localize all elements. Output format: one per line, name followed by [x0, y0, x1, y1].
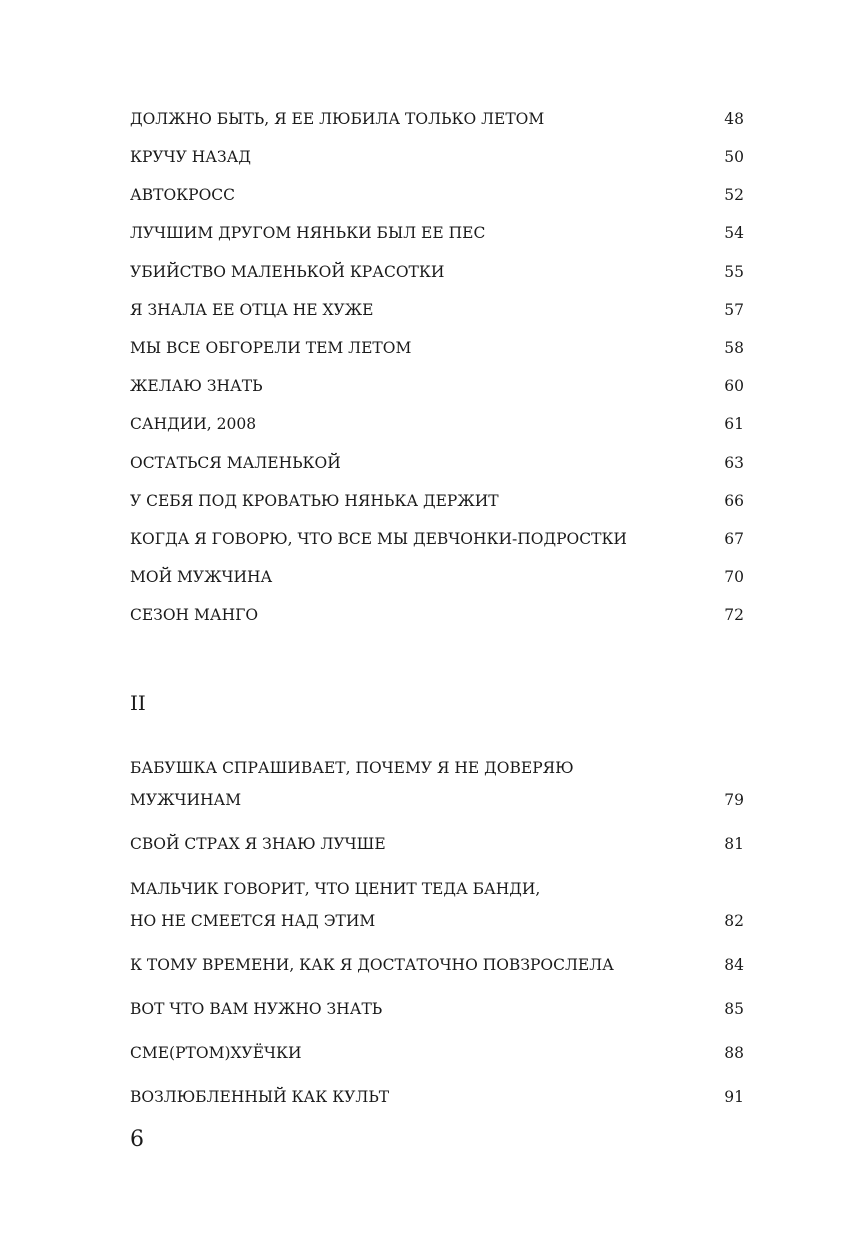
toc-entry-page: 84 — [724, 956, 744, 974]
toc-entry-title: МЫ ВСЕ ОБГОРЕЛИ ТЕМ ЛЕТОМ — [130, 339, 412, 357]
toc-entry-page: 60 — [724, 377, 744, 395]
toc-entry — [130, 491, 744, 511]
toc-entry — [130, 758, 744, 810]
toc-entry-title-line: МАЛЬЧИК ГОВОРИТ, ЧТО ЦЕНИТ ТЕДА БАНДИ, — [130, 880, 541, 898]
toc-entry — [130, 338, 744, 358]
toc-entry-title-line: МУЖЧИНАМ — [130, 791, 242, 809]
toc-entry-page: 57 — [724, 301, 744, 319]
toc-entry-page: 63 — [724, 454, 744, 472]
toc-entry-page: 79 — [724, 791, 744, 809]
toc-entry — [130, 567, 744, 587]
toc-entry-page: 72 — [724, 606, 744, 624]
toc-entry — [130, 605, 744, 625]
toc-entry — [130, 834, 744, 854]
toc-entry — [130, 414, 744, 434]
toc-entry-title: ДОЛЖНО БЫТЬ, Я ЕЕ ЛЮБИЛА ТОЛЬКО ЛЕТОМ — [130, 110, 545, 128]
toc-entry-title: УБИЙСТВО МАЛЕНЬКОЙ КРАСОТКИ — [130, 263, 445, 281]
toc-entry-title: КОГДА Я ГОВОРЮ, ЧТО ВСЕ МЫ ДЕВЧОНКИ-ПОДРОСТКИ — [130, 530, 627, 548]
toc-entry-page: 52 — [724, 186, 744, 204]
toc-entry — [130, 879, 744, 931]
toc-entry-page: 67 — [724, 530, 744, 548]
toc-entry-title: ВОЗЛЮБЛЕННЫЙ КАК КУЛЬТ — [130, 1088, 390, 1106]
toc-entry-page: 91 — [724, 1088, 744, 1106]
toc-entry-title — [130, 758, 574, 810]
toc-entry-page: 55 — [724, 263, 744, 281]
toc-entry-title: У СЕБЯ ПОД КРОВАТЬЮ НЯНЬКА ДЕРЖИТ — [130, 492, 499, 510]
toc-entry-page: 54 — [724, 224, 744, 242]
toc-entry — [130, 223, 744, 243]
toc-entry — [130, 147, 744, 167]
toc-entry-title — [130, 879, 540, 931]
toc-entry-title: К ТОМУ ВРЕМЕНИ, КАК Я ДОСТАТОЧНО ПОВЗРОСЛЕЛА — [130, 956, 614, 974]
toc-entry-title: ЖЕЛАЮ ЗНАТЬ — [130, 377, 263, 395]
toc-entry-page: 81 — [724, 835, 744, 853]
toc-entry-page: 58 — [724, 339, 744, 357]
toc-entry — [130, 109, 744, 129]
toc-entry-title: АВТОКРОСС — [130, 186, 236, 204]
toc-entry-title: Я ЗНАЛА ЕЕ ОТЦА НЕ ХУЖЕ — [130, 301, 374, 319]
toc-entry-title: ЛУЧШИМ ДРУГОМ НЯНЬКИ БЫЛ ЕЕ ПЕС — [130, 224, 486, 242]
page-number: 6 — [130, 1127, 144, 1152]
toc-entry-title-line: НО НЕ СМЕЕТСЯ НАД ЭТИМ — [130, 912, 376, 930]
toc-entry — [130, 376, 744, 396]
toc-entry-title: МОЙ МУЖЧИНА — [130, 568, 273, 586]
toc-entry-page: 50 — [724, 148, 744, 166]
toc-entry-title: СВОЙ СТРАХ Я ЗНАЮ ЛУЧШЕ — [130, 835, 386, 853]
toc-entry — [130, 262, 744, 282]
toc-entry-title: ОСТАТЬСЯ МАЛЕНЬКОЙ — [130, 454, 341, 472]
toc-entry — [130, 453, 744, 473]
toc-entry — [130, 1043, 744, 1063]
toc-entry-title: КРУЧУ НАЗАД — [130, 148, 251, 166]
toc-entry-title: САНДИИ, 2008 — [130, 415, 257, 433]
toc-entry-title: СМЕ(РТОМ)ХУЁЧКИ — [130, 1044, 302, 1062]
toc-entry-title-line: БАБУШКА СПРАШИВАЕТ, ПОЧЕМУ Я НЕ ДОВЕРЯЮ — [130, 759, 574, 777]
toc-entry-page: 88 — [724, 1044, 744, 1062]
toc-entry — [130, 300, 744, 320]
toc-entry — [130, 999, 744, 1019]
toc-entry-page: 48 — [724, 110, 744, 128]
toc-entry-page: 70 — [724, 568, 744, 586]
toc-entry — [130, 1087, 744, 1107]
section-heading: II — [130, 691, 146, 715]
toc-entry-page: 82 — [724, 912, 744, 930]
toc-entry — [130, 529, 744, 549]
toc-entry-page: 85 — [724, 1000, 744, 1018]
toc-entry-title: ВОТ ЧТО ВАМ НУЖНО ЗНАТЬ — [130, 1000, 383, 1018]
toc-entry-page: 61 — [724, 415, 744, 433]
toc-entry-page: 66 — [724, 492, 744, 510]
toc-entry — [130, 185, 744, 205]
toc-entry-title: СЕЗОН МАНГО — [130, 606, 259, 624]
toc-entry — [130, 955, 744, 975]
